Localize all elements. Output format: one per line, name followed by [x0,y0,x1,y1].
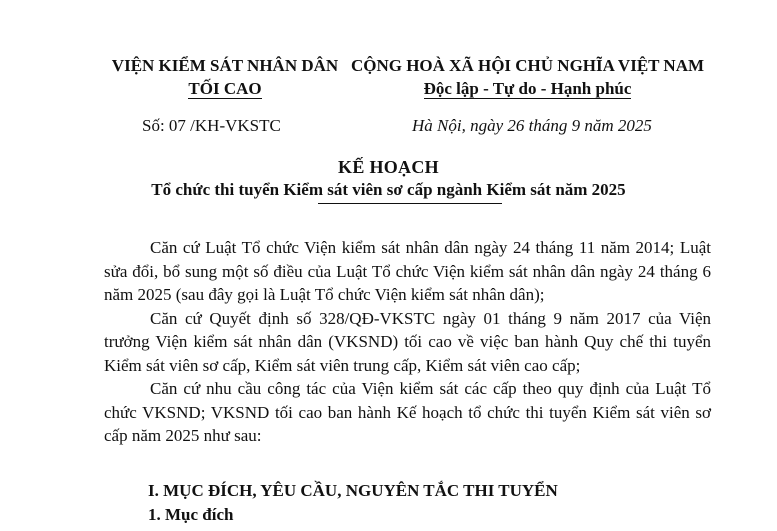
document-number: Số: 07 /KH-VKSTC [142,116,281,135]
document-place-date: Hà Nội, ngày 26 tháng 9 năm 2025 [412,116,652,135]
national-motto: Độc lập - Tự do - Hạnh phúc [423,79,632,98]
national-header [350,54,705,100]
document-body [104,236,711,448]
subsection-heading: 1. Mục đích [148,505,234,524]
national-title: CỘNG HOÀ XÃ HỘI CHỦ NGHĨA VIỆT NAM [350,56,705,75]
paragraph-legal-basis-1: Căn cứ Luật Tổ chức Viện kiểm sát nhân dân ngày 24 tháng 11 năm 2014; Luật sửa đổi, bổ sung một số điều của Luật Tổ chức Viện kiểm sát nhân dân ngày 24 tháng 6 năm 2025 (sau đây gọi là Luật Tổ chức Viện kiểm sát nhân dân); [104,238,711,304]
document-title: KẾ HOẠCH [338,157,439,177]
paragraph-legal-basis-3: Căn cứ nhu cầu công tác của Viện kiểm sát các cấp theo quy định của Luật Tổ chức VKSND; VKSND tối cao ban hành Kế hoạch tổ chức thi tuyển Kiểm sát viên sơ cấp năm 2025 như sau: [104,379,711,445]
subtitle-underline [318,203,502,204]
agency-header [100,54,350,100]
agency-name-line2: TỐI CAO [188,79,262,98]
agency-name-line1: VIỆN KIỂM SÁT NHÂN DÂN [111,56,339,75]
paragraph-legal-basis-2: Căn cứ Quyết định số 328/QĐ-VKSTC ngày 01 tháng 9 năm 2017 của Viện trưởng Viện kiểm sát nhân dân (VKSND) tối cao về việc ban hành Quy chế thi tuyển Kiểm sát viên sơ cấp, Kiểm sát viên trung cấp, Kiểm sát viên cao cấp; [104,308,711,375]
section-heading: I. MỤC ĐÍCH, YÊU CẦU, NGUYÊN TẮC THI TUYỂN [148,481,558,500]
document-subtitle: Tổ chức thi tuyển Kiểm sát viên sơ cấp ngành Kiểm sát năm 2025 [151,180,626,199]
